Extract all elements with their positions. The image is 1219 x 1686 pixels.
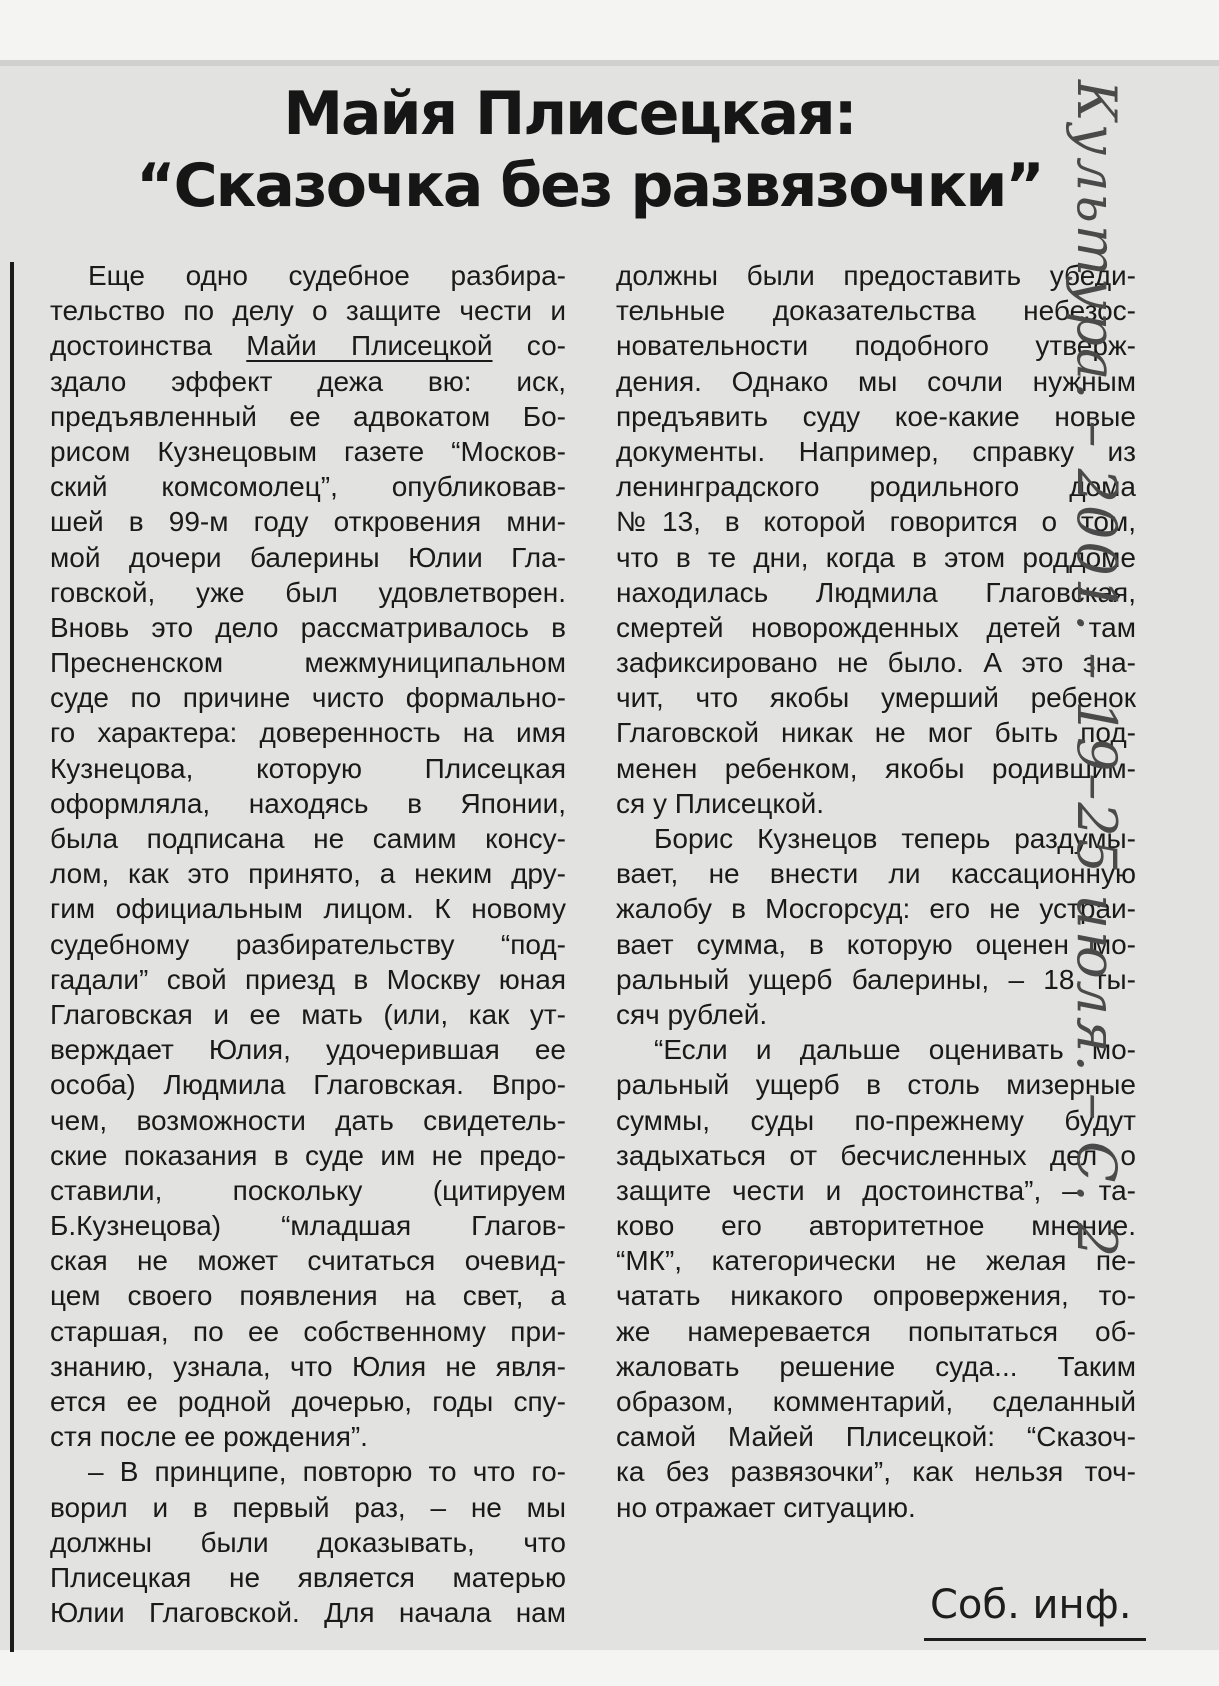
text-line: защите чести и достоинства”, – та- <box>616 1174 1136 1206</box>
text-line: Юлии Глаговской. Для начала нам <box>50 1597 566 1629</box>
text-line: гим официальным лицом. К новому <box>50 893 566 925</box>
text-line: жаловать решение суда... Таким <box>616 1350 1136 1382</box>
text-line: старшая, по ее собственному при- <box>50 1315 566 1347</box>
text-line: предъявленный ее адвокатом Бо- <box>50 400 566 432</box>
handwritten-note: Культура. – 2001. – 19–25 июля. – С. 2 <box>1065 80 1128 1260</box>
text-line: “МК”, категорически не желая пе- <box>616 1245 1136 1277</box>
text-line: же намеревается попытаться об- <box>616 1315 1136 1347</box>
text-line: Глаговской никак не мог быть под- <box>616 717 1136 749</box>
text-line: рисом Кузнецовым газете “Москов- <box>50 435 566 467</box>
right-column <box>616 258 1136 1525</box>
text-line: здало эффект дежа вю: иск, <box>50 365 566 397</box>
text-line: ково его авторитетное мнение. <box>616 1210 1136 1242</box>
text-line: вает, не внести ли кассационную <box>616 858 1136 890</box>
text-line: должны были предоставить убеди- <box>616 260 1136 291</box>
text-line: шей в 99-м году откровения мни- <box>50 506 566 538</box>
text-line: менен ребенком, якобы родившим- <box>616 752 1136 784</box>
scan-edge <box>0 60 1219 66</box>
text-line: ется ее родной дочерью, годы спу- <box>50 1386 566 1417</box>
text-line: вает сумма, в которую оценен мо- <box>616 928 1136 960</box>
text-line: Еще одно судебное разбира- <box>88 260 566 291</box>
text-line: была подписана не самим консу- <box>50 823 566 854</box>
text-line: гадали” свой приезд в Москву юная <box>50 963 566 995</box>
text-line: зафиксировано не было. А это зна- <box>616 647 1136 679</box>
text-line: но отражает ситуацию. <box>616 1491 916 1523</box>
title-line-1: Майя Плисецкая: <box>283 79 856 149</box>
text-line: документы. Например, справку из <box>616 435 1136 467</box>
text-line: ка без развязочки”, как нельзя точ- <box>616 1456 1136 1488</box>
text-line: ворил и в первый раз, – не мы <box>50 1491 566 1523</box>
text-line: суде по причине чисто формально- <box>50 682 566 714</box>
text-line: что в те дни, когда в этом роддоме <box>616 541 1136 573</box>
text-line: жалобу в Мосгорсуд: его не устраи- <box>616 893 1136 925</box>
left-column <box>50 258 566 1630</box>
text-line: предъявить суду кое-какие новые <box>616 400 1136 432</box>
text-line: задыхаться от бесчисленных дел о <box>616 1139 1136 1171</box>
text-line: ральный ущерб в столь мизерные <box>616 1069 1136 1101</box>
text-line: ские показания в суде им не предо- <box>50 1139 566 1171</box>
text-line: находилась Людмила Глаговская, <box>616 576 1136 608</box>
text-line: цем своего появления на свет, а <box>50 1280 566 1312</box>
text-line: лом, как это принято, а неким дру- <box>50 858 566 890</box>
text-line: мой дочери балерины Юлии Гла- <box>50 541 566 573</box>
column-rule <box>10 262 14 1652</box>
text-line: Глаговская и ее мать (или, как ут- <box>50 998 566 1030</box>
text-line: Плисецкая не является матерью <box>50 1561 566 1593</box>
text-line: говской, уже был удовлетворен. <box>50 576 566 608</box>
text-line: особа) Людмила Глаговская. Впро- <box>50 1069 566 1101</box>
text-fragment: достоинства <box>50 330 247 362</box>
text-line <box>50 328 566 363</box>
title-line-2: “Сказочка без развязочки” <box>136 151 1043 221</box>
text-line: Вновь это дело рассматривалось в <box>50 611 566 643</box>
text-line: тельные доказательства небезос- <box>616 295 1136 327</box>
text-line: Пресненском межмуниципальном <box>50 647 566 679</box>
text-line: смертей новорожденных детей там <box>616 611 1136 643</box>
text-line: №13, в которой говорится о том, <box>616 506 1136 538</box>
text-line: суммы, суды по-прежнему будут <box>616 1104 1136 1136</box>
text-line: ставили, поскольку (цитируем <box>50 1174 566 1206</box>
text-fragment: со- <box>492 330 566 362</box>
text-line: образом, комментарий, сделанный <box>616 1386 1136 1417</box>
underlined-name: Майи Плисецкой <box>246 330 493 362</box>
text-line: верждает Юлия, удочерившая ее <box>50 1034 566 1066</box>
text-line: должны были доказывать, что <box>50 1526 566 1558</box>
text-line: оформляла, находясь в Японии, <box>50 787 566 819</box>
text-line: чем, возможности дать свидетель- <box>50 1104 566 1136</box>
text-line: ральный ущерб балерины, – 18 ты- <box>616 963 1136 995</box>
text-line: – В принципе, повторю то что го- <box>88 1456 566 1488</box>
text-line: Борис Кузнецов теперь раздумы- <box>654 823 1136 854</box>
text-line: Кузнецова, которую Плисецкая <box>50 752 566 784</box>
signature: Соб. инф. <box>930 1582 1132 1628</box>
text-line: ленинградского родильного дома <box>616 471 1136 503</box>
text-line: Б.Кузнецова) “младшая Глагов- <box>50 1210 566 1242</box>
text-line: дения. Однако мы сочли нужным <box>616 365 1136 397</box>
text-line: ская не может считаться очевид- <box>50 1245 566 1277</box>
text-line: ся у Плисецкой. <box>616 787 824 819</box>
text-line: го характера: доверенность на имя <box>50 717 566 749</box>
text-line: чит, что якобы умерший ребенок <box>616 682 1136 714</box>
text-line: новательности подобного утверж- <box>616 330 1136 362</box>
article-title <box>0 78 1219 222</box>
text-line: чатать никакого опровержения, то- <box>616 1280 1136 1312</box>
signature-underline <box>924 1638 1146 1641</box>
text-line: тельство по делу о защите чести и <box>50 295 566 327</box>
text-line: судебному разбирательству “под- <box>50 928 566 960</box>
text-line: ский комсомолец”, опубликовав- <box>50 471 566 503</box>
text-line: сяч рублей. <box>616 998 768 1030</box>
text-line: знанию, узнала, что Юлия не явля- <box>50 1350 566 1382</box>
text-line: “Если и дальше оценивать мо- <box>654 1034 1136 1066</box>
text-line: самой Майей Плисецкой: “Сказоч- <box>616 1421 1136 1453</box>
text-line: стя после ее рождения”. <box>50 1421 368 1453</box>
